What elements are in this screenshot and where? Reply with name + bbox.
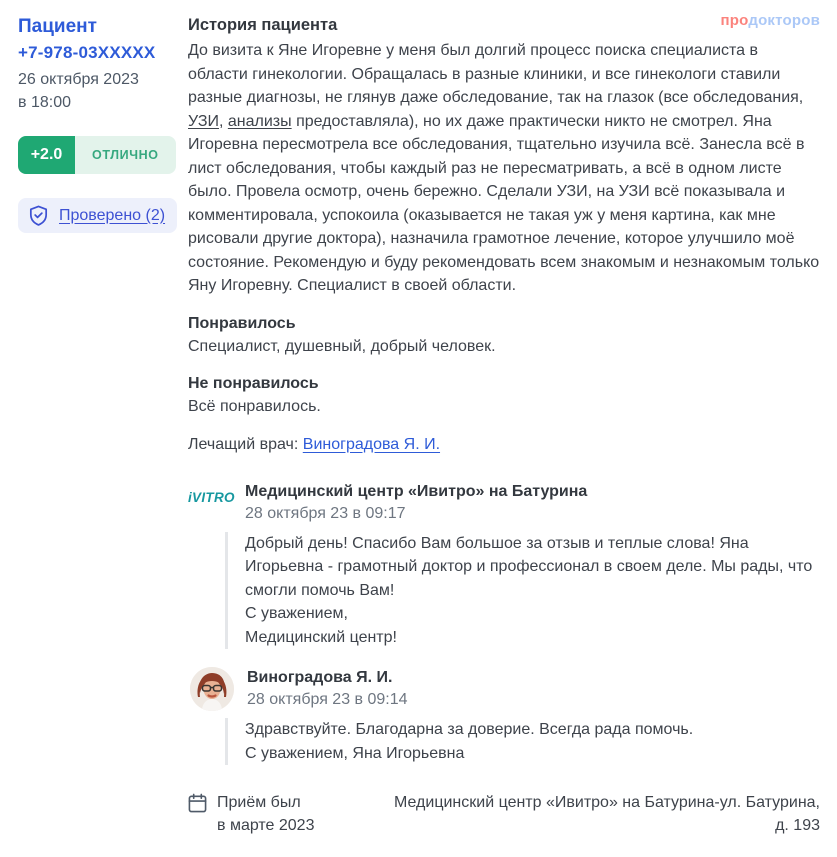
review-content [188, 14, 820, 837]
doctor-reply-meta [247, 667, 408, 711]
rating-score: +2.0 [18, 136, 75, 174]
patient-sidebar [18, 14, 188, 837]
patient-link[interactable]: Пациент [18, 16, 97, 37]
doctor-reply [188, 667, 820, 765]
visit-info [188, 791, 314, 837]
doctor-reply-date: 28 октября 23 в 09:14 [247, 691, 408, 708]
doctor-avatar[interactable] [190, 667, 234, 711]
review-date: 26 октября 2023 [18, 71, 139, 88]
story-segment-2: предоставляла), но их даже практически никто не смотрел. Яна Игоревна пересмотрела все обследования, тщательно изучила всё. Занесла всё в лист обследования, чтобы каждый раз не пересматривать, а всё в одном листе было. Провела осмотр, очень бережно. Сделали УЗИ, на УЗИ всё показывала и комментировала, успокоила (оказывается не такая уж у меня картина, как мне рисовали другие доктора), назначила грамотное лечение, которое улучшило моё состояние. Рекомендую и буду рекомендовать всем знакомым и незнакомым только Яну Игоревну. Специалист в своей области. [188, 112, 820, 294]
prodoctorov-logo[interactable] [721, 12, 820, 29]
rating-badge [18, 136, 176, 174]
review-footer [188, 791, 820, 837]
brand-part1: про [720, 12, 749, 29]
doctor-name[interactable]: Виноградова Я. И. [247, 669, 393, 686]
disliked-title: Не понравилось [188, 374, 319, 392]
visit-line1: Приём был [217, 794, 301, 811]
liked-section [188, 312, 820, 358]
disliked-section [188, 372, 820, 418]
doctor-reply-text [225, 718, 820, 765]
clinic-reply [188, 481, 820, 650]
patient-phone-link[interactable]: +7-978-03XXXXX [18, 43, 156, 62]
calendar-icon [188, 793, 207, 813]
analizy-link[interactable]: анализы [227, 112, 292, 130]
doctor-reply-line: С уважением, Яна Игорьевна [245, 744, 465, 762]
treating-doctor-link[interactable]: Виноградова Я. И. [302, 435, 441, 453]
doctor-reply-header [188, 667, 820, 711]
treating-doctor-label: Лечащий врач: [188, 435, 303, 453]
clinic-reply-line: Добрый день! Спасибо Вам большое за отзыв и теплые слова! Яна Игорьевна - грамотный доктор и профессионал в своем деле. Мы рады, что смогли помочь Вам! [245, 534, 813, 599]
visit-line2: в марте 2023 [217, 817, 315, 834]
story-title: История пациента [188, 16, 338, 34]
verified-badge[interactable] [18, 198, 177, 233]
shield-check-icon [27, 204, 50, 227]
story-text [188, 39, 820, 298]
story-separator: , [218, 112, 228, 130]
clinic-reply-text [225, 532, 820, 650]
brand-part2: докторов [748, 12, 820, 29]
clinic-reply-line: С уважением, [245, 605, 348, 622]
uzi-link[interactable]: УЗИ [188, 112, 219, 130]
clinic-address[interactable]: Медицинский центр «Ивитро» на Батурина-ул. Батурина, д. 193 [394, 794, 820, 834]
review-datetime [18, 68, 188, 114]
rating-label: ОТЛИЧНО [75, 136, 176, 174]
disliked-text: Всё понравилось. [188, 397, 321, 415]
liked-title: Понравилось [188, 314, 296, 332]
review-time: в 18:00 [18, 94, 71, 111]
clinic-reply-date: 28 октября 23 в 09:17 [245, 504, 406, 522]
liked-text: Специалист, душевный, добрый человек. [188, 337, 496, 355]
clinic-reply-header [188, 481, 820, 525]
story-segment-1: До визита к Яне Игоревне у меня был долгий процесс поиска специалиста в области гинекологии. Обращалась в разные клиники, и все гинекологи ставили разные диагнозы, не глянув даже обследование, так на глазок (все обследования, [188, 42, 804, 106]
treating-doctor-line [188, 433, 820, 456]
verified-label: Проверено (2) [59, 206, 166, 224]
clinic-reply-meta [245, 481, 587, 525]
clinic-reply-line: Медицинский центр! [245, 628, 397, 646]
visit-text [217, 791, 314, 837]
ivitro-logo[interactable]: iVITRO [188, 489, 235, 505]
clinic-name[interactable]: Медицинский центр «Ивитро» на Батурина [245, 482, 588, 500]
doctor-reply-line: Здравствуйте. Благодарна за доверие. Всегда рада помочь. [245, 721, 694, 738]
